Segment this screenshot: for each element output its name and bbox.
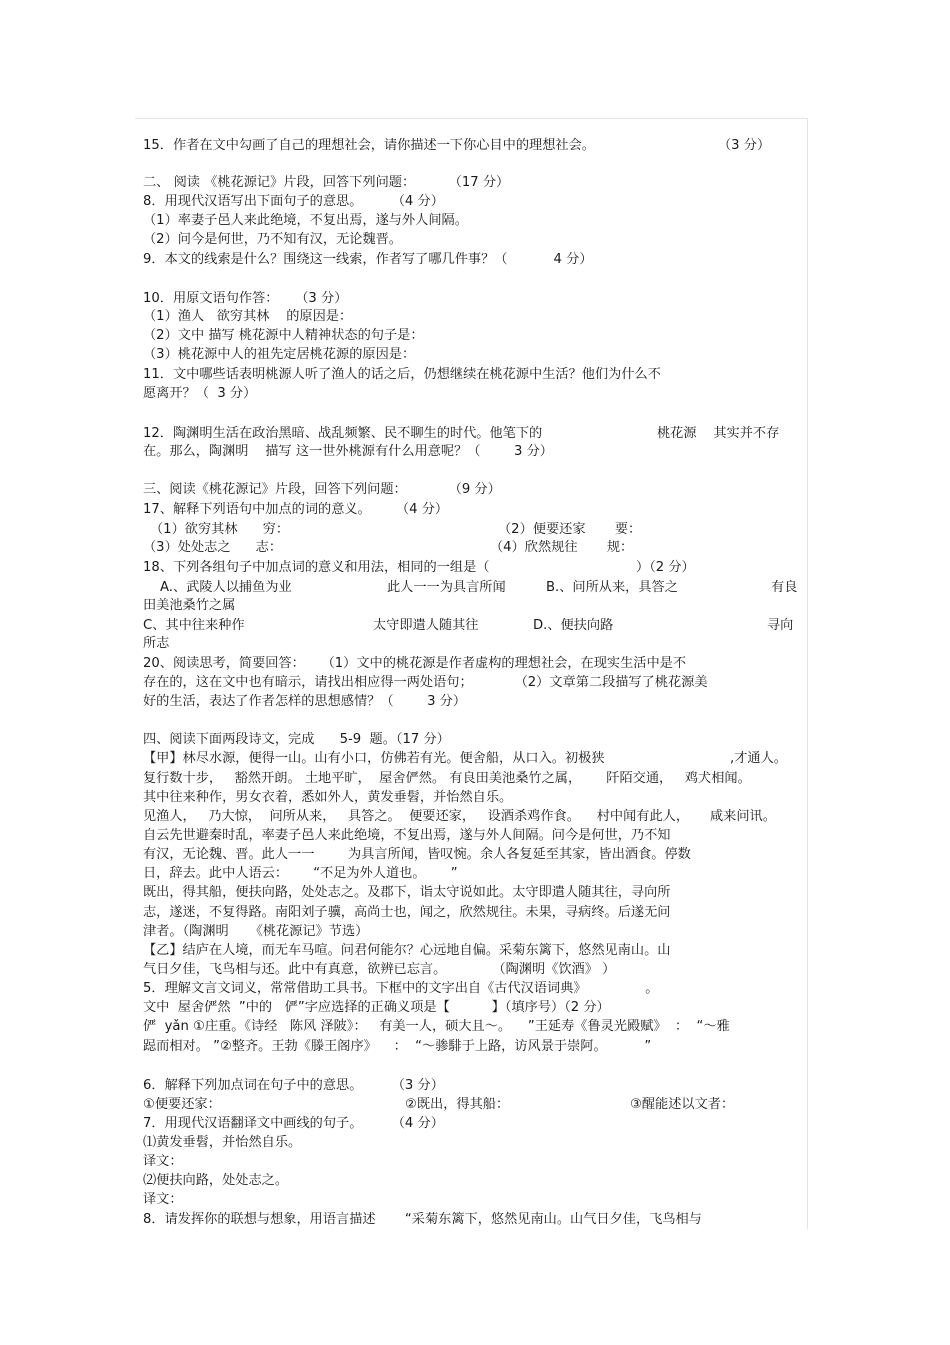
section-2-heading: 二、 阅读 《桃花源记》片段，回答下列问题： （17 分）: [143, 175, 510, 190]
question-5-prompt: 文中 屋舍俨然 ”中的 俨”字应选择的正确义项是【 】（填序号）（2 分）: [143, 1000, 610, 1015]
question-7-item-2: ⑵便扶向路，处处志之。: [143, 1173, 289, 1188]
question-15-score: （3 分）: [718, 138, 771, 153]
question-15: 15．作者在文中勾画了自己的理想社会，请你描述一下你心目中的理想社会。: [143, 138, 595, 153]
passage-jia-source: 津者。（陶渊明 《桃花源记》节选）: [143, 924, 369, 939]
question-17-item-1: （1）欲穷其林 穷：: [150, 522, 290, 537]
passage-jia-line-5: 自云先世避秦时乱，率妻子邑人来此绝境，不复出焉，遂与外人间隔。问今是何世，乃不知: [143, 828, 671, 843]
passage-jia-line-7: 日，辞去。此中人语云： “不足为外人道也。 ”: [143, 866, 458, 881]
question-18-option-b-tail: 有良: [771, 580, 798, 595]
question-20-line-2: 存在的，这在文中也有暗示，请找出相应得一两处语句； （2）文章第二段描写了桃花源美: [143, 675, 708, 690]
translation-label-1: 译文：: [143, 1154, 183, 1169]
question-6-item-2: ②既出，得其船：: [405, 1097, 510, 1112]
question-18-score: ）（2 分）: [636, 560, 695, 575]
question-18-option-d-tail: 寻向: [767, 618, 794, 633]
passage-jia-line-8: 既出，得其船，便扶向路，处处志之。及郡下，诣太守说如此。太守即遣人随其往，寻向所: [143, 885, 671, 900]
question-10: 10．用原文语句作答： （3 分）: [143, 291, 348, 306]
question-18-option-a2: 此人一一为具言所闻: [387, 580, 506, 595]
question-18-option-b-wrap: 田美池桑竹之属: [143, 598, 236, 613]
dictionary-entry-line-1: 俨 yǎn ①庄重。《诗经 陈风 泽陂》： 有美一人，硕大且～。 ”王延寿《鲁灵光殿赋》 ： “～雅: [143, 1019, 730, 1034]
passage-jia-line-3: 其中往来种作，男女衣着，悉如外人，黄发垂髫，并怡然自乐。: [143, 790, 513, 805]
question-17-item-3: （3）处处志之 志：: [143, 540, 283, 555]
question-8-item-1: （1）率妻子邑人来此绝境，不复出焉，遂与外人间隔。: [143, 213, 468, 228]
question-6-item-1: ①便要还家：: [143, 1097, 221, 1112]
question-7-item-1: ⑴黄发垂髫，并怡然自乐。: [143, 1135, 302, 1150]
question-17-item-4: （4）欣然规往 规：: [490, 540, 634, 555]
question-12-line-1: 12．陶渊明生活在政治黑暗、战乱频繁、民不聊生的时代。他笔下的: [143, 426, 543, 441]
section-3-heading: 三、阅读《桃花源记》片段，回答下列问题： （9 分）: [143, 482, 501, 497]
question-17-item-2: （2）便要还家 要：: [498, 522, 642, 537]
section-4-heading: 四、阅读下面两段诗文，完成 5-9 题。（17 分）: [143, 732, 450, 747]
question-18-option-a1: A.、武陵人以捕鱼为业: [160, 580, 292, 595]
question-10-item-2: （2）文中 描写 桃花源中人精神状态的句子是：: [143, 328, 424, 343]
question-18-option-d: D.、便扶向路: [533, 618, 614, 633]
question-18-option-c1: C、其中往来种作: [143, 618, 245, 633]
question-8: 8．用现代汉语写出下面句子的意思。 （4 分）: [143, 194, 444, 209]
question-20-line-3: 好的生活，表达了作者怎样的思想感情？（ 3 分）: [143, 694, 467, 709]
passage-jia-line-6: 有汉，无论魏、晋。此人一一 为具言所闻，皆叹惋。余人各复延至其家，皆出酒食。停数: [143, 847, 691, 862]
passage-jia-line-1-tail: ,才通人。: [730, 751, 787, 766]
question-8-imagination: 8．请发挥你的联想与想象，用语言描述 “采菊东篱下，悠然见南山。山气日夕佳，飞鸟相与: [143, 1212, 702, 1227]
question-9: 9．本文的线索是什么？围绕这一线索，作者写了哪几件事？（ 4 分）: [143, 252, 593, 267]
question-11-line-2: 愿离开？（ 3 分）: [143, 386, 257, 401]
passage-yi-line-1: 【乙】结庐在人境，而无车马喧。问君何能尔？心远地自偏。采菊东篱下，悠然见南山。山: [143, 943, 671, 958]
question-10-item-1: （1）渔人 欲穷其林 的原因是：: [143, 309, 353, 324]
question-11-line-1: 11．文中哪些话表明桃源人听了渔人的话之后，仍想继续在桃花源中生活？他们为什么不: [143, 367, 661, 382]
question-7: 7．用现代汉语翻译文中画线的句子。 （4 分）: [143, 1116, 444, 1131]
question-17: 17、解释下列语句中加点的词的意义。 （4 分）: [143, 502, 449, 517]
question-20-line-1: 20、阅读思考，简要回答： （1）文中的桃花源是作者虚构的理想社会，在现实生活中是不: [143, 656, 687, 671]
passage-jia-line-9: 志，遂迷，不复得路。南阳刘子骥，高尚士也，闻之，欣然规往。未果，寻病终。后遂无问: [143, 905, 671, 920]
translation-label-2: 译文：: [143, 1192, 183, 1207]
question-18-option-d-wrap: 所志: [143, 636, 170, 651]
question-18-option-c2: 太守即遣人随其往: [373, 618, 479, 633]
passage-jia-line-2: 复行数十步， 豁然开朗。 土地平旷， 屋舍俨然。 有良田美池桑竹之属， 阡陌交通， 鸡犬相闻。: [143, 771, 751, 786]
question-8-item-2: （2）问今是何世，乃不知有汉，无论魏晋。: [143, 232, 402, 247]
question-12-line-1-tail: 桃花源 其实并不存: [657, 426, 780, 441]
question-12-line-2: 在。那么，陶渊明 描写 这一世外桃源有什么用意呢？（ 3 分）: [143, 444, 553, 459]
passage-jia-line-4: 见渔人， 乃大惊， 问所从来， 具答之。 便要还家， 设酒杀鸡作食。 村中闻有此人， 咸来问讯。: [143, 809, 776, 824]
question-6-item-3: ③醒能述以文者：: [630, 1097, 735, 1112]
passage-jia-line-1: 【甲】林尽水源，便得一山。山有小口，仿佛若有光。便舍船，从口入。初极狭: [143, 751, 605, 766]
question-18-option-b: B.、问所从来，具答之: [546, 580, 678, 595]
question-5: 5．理解文言文词义，常常借助工具书。下框中的文字出自《古代汉语词典》 。: [143, 981, 659, 996]
question-18: 18、下列各组句子中加点词的意义和用法，相同的一组是（: [143, 560, 490, 575]
question-10-item-3: （3）桃花源中人的祖先定居桃花源的原因是：: [143, 347, 416, 362]
question-6: 6．解释下列加点词在句子中的意思。 （3 分）: [143, 1078, 444, 1093]
dictionary-entry-line-2: 跽而相对。 ”②整齐。王勃《滕王阁序》 ： “～骖騑于上路，访风景于崇阿。 ”: [143, 1039, 652, 1054]
passage-yi-line-2: 气日夕佳，飞鸟相与还。此中有真意，欲辨已忘言。 （陶渊明《饮酒》 ）: [143, 962, 616, 977]
